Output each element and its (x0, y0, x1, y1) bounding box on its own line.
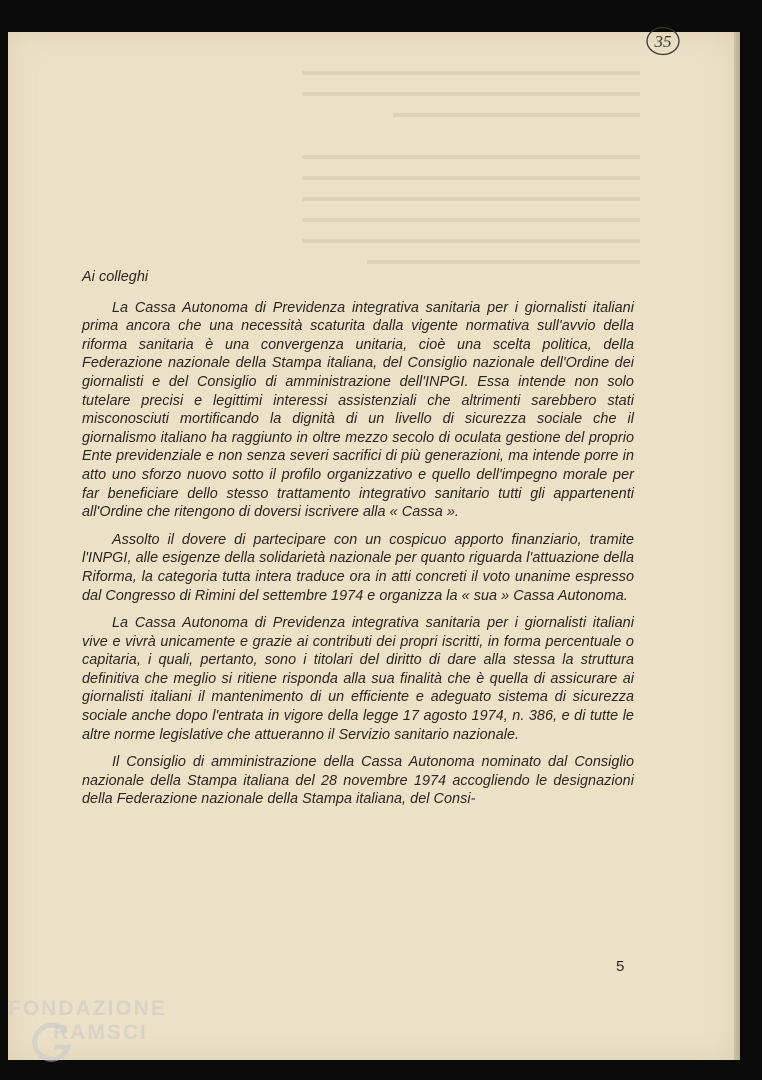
folio-mark-text: 35 (654, 32, 672, 51)
salutation: Ai colleghi (82, 269, 149, 285)
page-number: 5 (616, 958, 625, 975)
handwritten-folio-mark (645, 25, 681, 57)
letter-body (82, 268, 634, 818)
paragraph-1: La Cassa Autonoma di Previdenza integrativa sanitaria per i giornalisti italiani prima ancora che una necessità scaturita dalla vigente normativa sull'avvio della riforma sanitaria è una convergenza unitaria, cioè una scelta politica, della Federazione nazionale della Stampa italiana, del Consiglio nazionale dell'Ordine dei giornalisti e del Consiglio di amministrazione dell'INPGI. Essa intende non solo tutelare precisi e legittimi interessi assistenziali che altrimenti sarebbero stati misconosciuti mortificando la dignità di un livello di sicurezza sociale che il giornalismo italiano ha raggiunto in oltre mezzo secolo di oculata gestione del proprio Ente previdenziale e non senza severi sacrifici di più generazioni, ma intende porre in atto uno sforzo nuovo sotto il profilo organizzativo e quello dell'impegno morale per far beneficiare dello stesso trattamento integrativo sanitario tutti gli appartenenti all'Ordine che ritengono di doversi iscrivere alla « Cassa ». (82, 299, 634, 521)
paragraph-2: Assolto il dovere di partecipare con un cospicuo apporto finanziario, tramite l'INPGI, alle esigenze della solidarietà nazionale per quanto riguarda l'attuazione della Riforma, la categoria tutta intera traduce ora in atti concreti il voto unanime espresso dal Congresso di Rimini del settembre 1974 e organizza la « sua » Cassa Autonoma. (82, 531, 634, 604)
paragraph-3: La Cassa Autonoma di Previdenza integrativa sanitaria per i giornalisti italiani vive e vivrà unicamente e grazie ai contributi dei propri iscritti, in forma percentuale o capitaria, i quali, pertanto, sono i titolari del diritto di dare alla stessa la struttura definitiva che meglio si ritiene risponda alla sua finalità che è quella di assicurare ai giornalisti italiani il mantenimento di un efficiente e adeguato sistema di sicurezza sociale anche dopo l'entrata in vigore della legge 17 agosto 1974, n. 386, e di tutte le altre norme legislative che attueranno il Servizio sanitario nazionale. (82, 615, 634, 743)
bleed-through-texture: ▬▬▬▬▬▬▬▬▬▬▬▬▬▬▬▬▬▬▬▬▬▬▬▬▬▬ ▬▬▬▬▬▬▬▬▬▬▬▬▬▬▬▬▬▬▬▬▬▬▬▬▬▬ ▬▬▬▬▬▬▬▬▬▬▬▬▬▬▬▬▬▬▬ ▬▬▬▬▬▬▬▬▬▬▬▬▬▬▬▬▬▬▬▬▬▬▬▬▬▬ ▬▬▬▬▬▬▬▬▬▬▬▬▬▬▬▬▬▬▬▬▬▬▬▬▬▬ ▬▬▬▬▬▬▬▬▬▬▬▬▬▬▬▬▬▬▬▬▬▬▬▬▬▬ ▬▬▬▬▬▬▬▬▬▬▬▬▬▬▬▬▬▬▬▬▬▬▬▬▬▬ ▬▬▬▬▬▬▬▬▬▬▬▬▬▬▬▬▬▬▬▬▬▬▬▬▬▬ ▬▬▬▬▬▬▬▬▬▬▬▬▬▬▬▬▬▬▬▬▬ (302, 63, 640, 267)
page-edge (734, 32, 740, 1060)
watermark-g-logo-icon (30, 1021, 74, 1065)
paragraph-4: Il Consiglio di amministrazione della Cassa Autonoma nominato dal Consiglio nazionale della Stampa italiana del 28 novembre 1974 accogliendo le designazioni della Federazione nazionale della Stampa italiana, del Consi- (82, 754, 634, 808)
watermark-line-1: FONDAZIONE (8, 997, 167, 1020)
archive-watermark (8, 997, 167, 1045)
watermark-line-2: RAMSCI (53, 1021, 148, 1044)
